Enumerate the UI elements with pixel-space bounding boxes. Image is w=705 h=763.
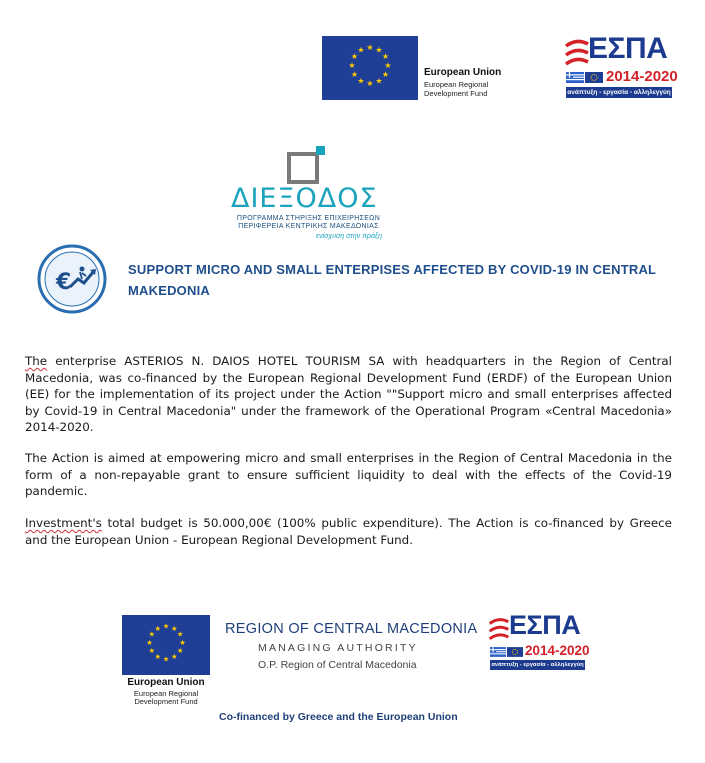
region-name: REGION OF CENTRAL MACEDONIA: [225, 621, 478, 637]
svg-text:★: ★: [154, 623, 162, 633]
espa-stripes-icon: [488, 616, 510, 648]
body-p1-text: enterprise ASTERIOS N. DAIOS HOTEL TOURISM SA with headquarters in the Region of Central Macedonia, was co-financed by the European Regional Development Fund (ERDF) of the European Union (EE) for the implementation of its project under the Action ""Support micro and small enterprises affected by Covid-19 in Central Macedonia" under the framework of the Operational Program «Central Macedonia» 2014-2020.: [25, 354, 672, 434]
eu-subtitle-top-2: Development Fund: [424, 89, 488, 98]
svg-text:★: ★: [146, 638, 153, 647]
eu-flag-icon: [322, 36, 418, 100]
svg-text:★: ★: [384, 61, 392, 70]
svg-text:★: ★: [162, 621, 170, 631]
action-title: SUPPORT MICRO AND SMALL ENTERPISES AFFECTED BY COVID-19 IN CENTRAL MAKEDONIA: [128, 262, 656, 298]
eu-title-bottom: European Union: [127, 677, 205, 688]
espa-word-bottom: ΕΣΠΑ: [509, 610, 581, 640]
body-p3-text: total budget is 50.000,00€ (100% public expenditure). The Action is co-financed by Greece and the European Union - European Regional Development Fund.: [25, 516, 672, 547]
espa-years-bottom: 2014-2020: [525, 643, 590, 658]
svg-text:★: ★: [381, 70, 390, 79]
svg-text:★: ★: [357, 45, 365, 55]
op-region: O.P. Region of Central Macedonia: [258, 659, 417, 671]
svg-text:★: ★: [366, 79, 374, 88]
dieksodos-subtitle-1: ΠΡΟΓΡΑΜΜΑ ΣΤΗΡΙΞΗΣ ΕΠΙΧΕΙΡΗΣΕΩΝ: [236, 215, 381, 222]
eu-subtitle-bottom-2: Development Fund: [134, 697, 198, 706]
espa-years-top: 2014-2020: [606, 68, 678, 85]
svg-text:★: ★: [148, 646, 156, 656]
eu-mini-flag-icon: [507, 647, 523, 657]
body-p1-first-word: The: [25, 354, 48, 368]
eu-flag-top: [322, 36, 418, 100]
svg-text:★: ★: [176, 646, 184, 656]
eu-flag-icon: [122, 615, 210, 675]
svg-text:★: ★: [381, 52, 390, 61]
dieksodos-word: ΔΙΕΞΟΔΟΣ: [231, 183, 378, 214]
eu-subtitle-top-1: European Regional: [424, 80, 489, 89]
cofinanced-note: Co-financed by Greece and the European Union: [219, 711, 458, 723]
eu-flag-bottom: [122, 615, 210, 675]
eu-mini-flag-icon: [585, 72, 603, 83]
svg-text:★: ★: [154, 652, 162, 662]
body-p3-first-word: Investment's: [25, 516, 102, 530]
dieksodos-tagline: ενίσχυση στην πράξη: [316, 233, 382, 240]
svg-text:★: ★: [170, 652, 178, 662]
dieksodos-subtitle-2: ΠΕΡΙΦΕΡΕΙΑ ΚΕΝΤΡΙΚΗΣ ΜΑΚΕΔΟΝΙΑΣ: [238, 223, 379, 230]
espa-stripes-icon: [564, 38, 590, 74]
svg-text:★: ★: [357, 76, 365, 86]
espa-tagline-bottom: ανάπτυξη - εργασία - αλληλεγγύη: [491, 662, 584, 668]
svg-text:★: ★: [348, 61, 356, 70]
body-paragraph-1: [25, 353, 672, 436]
svg-text:★: ★: [350, 52, 359, 61]
svg-text:★: ★: [179, 638, 186, 647]
svg-text:€: €: [56, 270, 72, 295]
eu-subtitle-bottom-1: European Regional: [133, 689, 199, 698]
svg-text:★: ★: [176, 629, 184, 639]
espa-logo-top: [564, 34, 676, 100]
espa-logo-bottom: [488, 612, 588, 672]
espa-word-top: ΕΣΠΑ: [588, 32, 668, 65]
body-paragraph-3: [25, 515, 672, 548]
svg-text:★: ★: [162, 654, 170, 664]
svg-text:★: ★: [148, 629, 156, 639]
euro-growth-circle-icon: [36, 243, 108, 315]
managing-authority: MANAGING AUTHORITY: [258, 642, 418, 654]
svg-text:★: ★: [375, 76, 383, 86]
svg-text:★: ★: [350, 70, 359, 79]
dieksodos-square-icon: [287, 146, 327, 184]
greek-flag-icon: [566, 72, 584, 83]
body-paragraph-2: The Action is aimed at empowering micro and small enterprises in the Region of Central Macedonia in the form of a non-repayable grant to ensure sufficient liquidity to deal with the effects of the Covid-19 pandemic.: [25, 451, 672, 498]
svg-text:★: ★: [375, 45, 383, 55]
greek-flag-icon: [490, 647, 506, 657]
svg-text:★: ★: [366, 43, 374, 52]
eu-title-top: European Union: [424, 67, 502, 78]
espa-tagline-top: ανάπτυξη - εργασία - αλληλεγγύη: [567, 89, 671, 96]
svg-text:★: ★: [170, 623, 178, 633]
